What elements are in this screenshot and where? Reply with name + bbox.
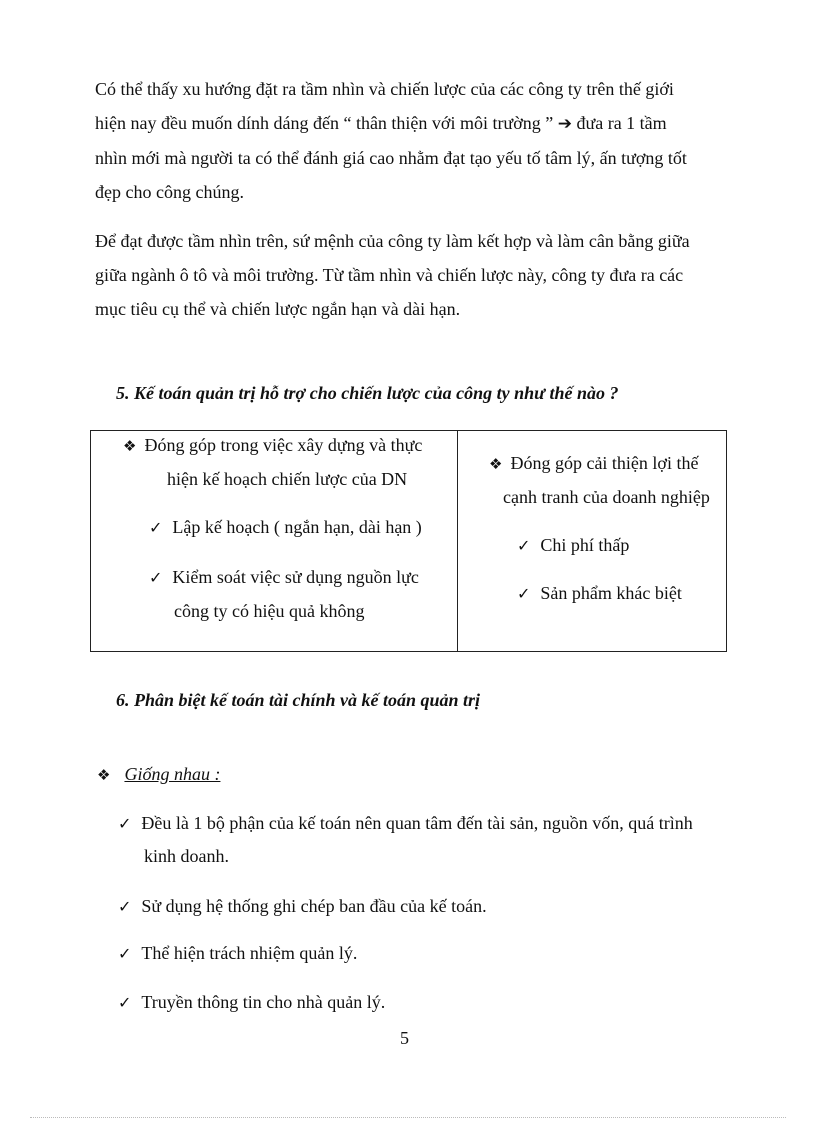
- paragraph-line: nhìn mới mà người ta có thể đánh giá cao nhằm đạt tạo yếu tố tâm lý, ấn tượng tốt: [95, 148, 687, 168]
- checkmark-icon: ✓: [517, 584, 531, 603]
- page-bottom-border: [30, 1117, 786, 1118]
- checkmark-icon: ✓: [149, 568, 163, 587]
- checkmark-icon: ✓: [149, 518, 163, 537]
- right-arrow-icon: ➔: [557, 114, 572, 134]
- diamond-bullet-icon: ❖: [97, 766, 111, 784]
- checkmark-icon: ✓: [118, 897, 132, 916]
- paragraph-line: giữa ngành ô tô và môi trường. Từ tầm nhìn và chiến lược này, công ty đưa ra các: [95, 265, 684, 285]
- paragraph-line: đẹp cho công chúng.: [95, 182, 244, 202]
- right-cell-item: ✓ Chi phí thấp: [517, 535, 630, 555]
- similarities-subheading: ❖ Giống nhau :: [97, 764, 221, 784]
- section-6-heading: 6. Phân biệt kế toán tài chính và kế toán quản trị: [116, 690, 481, 710]
- left-cell-title-cont: hiện kế hoạch chiến lược của DN: [167, 469, 408, 489]
- strategy-support-table: [90, 430, 727, 652]
- table-divider: [457, 431, 458, 651]
- section-5-heading: 5. Kế toán quản trị hỗ trợ cho chiến lược của công ty như thế nào ?: [116, 383, 619, 403]
- similarity-item: ✓ Đều là 1 bộ phận của kế toán nên quan tâm đến tài sản, nguồn vốn, quá trình: [118, 813, 693, 833]
- right-cell-title: ❖ Đóng góp cải thiện lợi thế: [489, 453, 699, 473]
- similarity-item: ✓ Truyền thông tin cho nhà quản lý.: [118, 992, 386, 1012]
- paragraph-mission: [95, 224, 721, 326]
- checkmark-icon: ✓: [517, 536, 531, 555]
- checkmark-icon: ✓: [118, 814, 132, 833]
- left-cell-item: ✓ Lập kế hoạch ( ngắn hạn, dài hạn ): [149, 517, 422, 537]
- similarity-item-cont: kinh doanh.: [144, 846, 229, 866]
- paragraph-line: Để đạt được tầm nhìn trên, sứ mệnh của công ty làm kết hợp và làm cân bằng giữa: [95, 231, 690, 251]
- left-cell-title: ❖ Đóng góp trong việc xây dựng và thực: [123, 435, 423, 455]
- right-cell-item: ✓ Sản phẩm khác biệt: [517, 583, 682, 603]
- paragraph-vision: [95, 72, 721, 209]
- similarity-item: ✓ Sử dụng hệ thống ghi chép ban đầu của kế toán.: [118, 896, 487, 916]
- checkmark-icon: ✓: [118, 944, 132, 963]
- checkmark-icon: ✓: [118, 993, 132, 1012]
- paragraph-line: hiện nay đều muốn dính dáng đến “ thân thiện với môi trường ” ➔ đưa ra 1 tầm: [95, 113, 667, 134]
- right-cell-title-cont: cạnh tranh của doanh nghiệp: [503, 487, 710, 507]
- left-cell-item-cont: công ty có hiệu quả không: [174, 601, 365, 621]
- similarity-item: ✓ Thể hiện trách nhiệm quản lý.: [118, 943, 358, 963]
- paragraph-line: Có thể thấy xu hướng đặt ra tầm nhìn và chiến lược của các công ty trên thế giới: [95, 79, 674, 99]
- diamond-bullet-icon: ❖: [489, 455, 503, 473]
- paragraph-line: mục tiêu cụ thể và chiến lược ngắn hạn và dài hạn.: [95, 299, 461, 319]
- left-cell-item: ✓ Kiểm soát việc sử dụng nguồn lực: [149, 567, 419, 587]
- page-number: 5: [400, 1028, 409, 1048]
- diamond-bullet-icon: ❖: [123, 437, 137, 455]
